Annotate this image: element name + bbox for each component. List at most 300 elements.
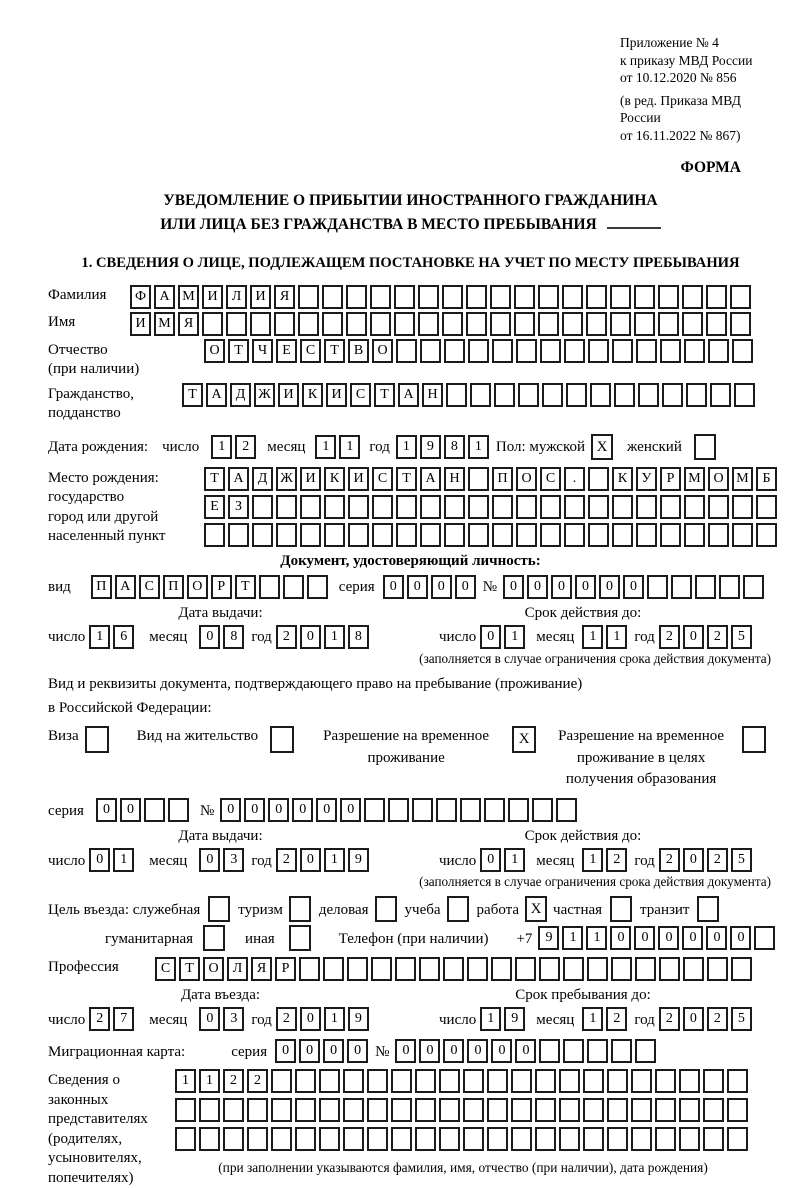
form-cell[interactable] [319,1127,340,1151]
form-cell[interactable]: Р [660,467,681,491]
form-cell[interactable] [638,383,659,407]
form-cell[interactable] [636,339,657,363]
form-cell[interactable] [420,495,441,519]
form-cell[interactable] [710,383,731,407]
form-cell[interactable] [391,1098,412,1122]
checkbox-transit[interactable] [697,896,719,922]
form-cell[interactable] [487,1098,508,1122]
form-cell[interactable]: 0 [347,1039,368,1063]
form-cell[interactable] [706,312,727,336]
form-cell[interactable] [535,1127,556,1151]
form-cell[interactable] [470,383,491,407]
form-cell[interactable] [743,575,764,599]
form-cell[interactable] [367,1069,388,1093]
form-cell[interactable] [276,523,297,547]
form-cell[interactable]: К [324,467,345,491]
form-cell[interactable]: 0 [199,625,220,649]
form-cell[interactable]: А [228,467,249,491]
form-cell[interactable]: 0 [419,1039,440,1063]
form-cell[interactable]: Н [444,467,465,491]
form-cell[interactable] [540,495,561,519]
form-cell[interactable]: 0 [120,798,141,822]
form-cell[interactable]: 0 [220,798,241,822]
form-cell[interactable] [372,495,393,519]
form-cell[interactable] [703,1098,724,1122]
form-cell[interactable]: 1 [315,435,336,459]
form-cell[interactable] [636,495,657,519]
form-cell[interactable] [514,312,535,336]
form-cell[interactable] [295,1098,316,1122]
form-cell[interactable]: А [115,575,136,599]
form-cell[interactable] [658,312,679,336]
form-cell[interactable]: 1 [89,625,110,649]
form-cell[interactable] [660,339,681,363]
form-cell[interactable]: 1 [324,1007,345,1031]
form-cell[interactable]: 0 [299,1039,320,1063]
checkbox-humanitarian[interactable] [203,925,225,951]
form-cell[interactable]: 0 [683,625,704,649]
form-cell[interactable]: А [398,383,419,407]
form-cell[interactable]: 2 [707,1007,728,1031]
form-cell[interactable]: Д [252,467,273,491]
checkbox-private[interactable] [610,896,632,922]
form-cell[interactable]: 0 [491,1039,512,1063]
form-cell[interactable]: М [732,467,753,491]
form-cell[interactable] [586,285,607,309]
form-cell[interactable] [391,1127,412,1151]
form-cell[interactable]: С [155,957,176,981]
form-cell[interactable] [252,495,273,519]
form-cell[interactable] [683,957,704,981]
form-cell[interactable] [204,523,225,547]
form-cell[interactable]: Б [756,467,777,491]
form-cell[interactable] [348,523,369,547]
form-cell[interactable] [682,312,703,336]
form-cell[interactable]: 0 [383,575,404,599]
form-cell[interactable]: 1 [606,625,627,649]
form-cell[interactable] [396,523,417,547]
form-cell[interactable] [612,495,633,519]
form-cell[interactable]: Т [235,575,256,599]
form-cell[interactable] [586,312,607,336]
form-cell[interactable]: О [204,339,225,363]
form-cell[interactable]: Т [228,339,249,363]
form-cell[interactable] [587,957,608,981]
form-cell[interactable]: 0 [407,575,428,599]
form-cell[interactable] [732,495,753,519]
form-cell[interactable]: А [206,383,227,407]
form-cell[interactable] [610,285,631,309]
form-cell[interactable] [446,383,467,407]
form-cell[interactable] [679,1127,700,1151]
form-cell[interactable]: 2 [276,1007,297,1031]
form-cell[interactable] [372,523,393,547]
form-cell[interactable]: И [130,312,151,336]
form-cell[interactable] [727,1127,748,1151]
form-cell[interactable]: 0 [658,926,679,950]
form-cell[interactable]: 0 [683,1007,704,1031]
form-cell[interactable] [418,285,439,309]
form-cell[interactable] [658,285,679,309]
form-cell[interactable]: З [228,495,249,519]
form-cell[interactable] [732,339,753,363]
form-cell[interactable]: 5 [731,1007,752,1031]
form-cell[interactable]: 1 [396,435,417,459]
form-cell[interactable] [559,1127,580,1151]
form-cell[interactable] [662,383,683,407]
form-cell[interactable] [348,495,369,519]
form-cell[interactable] [708,523,729,547]
form-cell[interactable] [346,312,367,336]
form-cell[interactable] [247,1098,268,1122]
form-cell[interactable]: 0 [551,575,572,599]
form-cell[interactable] [442,312,463,336]
form-cell[interactable]: 0 [706,926,727,950]
form-cell[interactable]: 1 [113,848,134,872]
form-cell[interactable] [395,957,416,981]
form-cell[interactable]: 0 [268,798,289,822]
form-cell[interactable]: 1 [324,848,345,872]
form-cell[interactable] [612,339,633,363]
form-cell[interactable]: 0 [199,848,220,872]
form-cell[interactable]: О [187,575,208,599]
form-cell[interactable]: 1 [582,625,603,649]
form-cell[interactable]: 9 [504,1007,525,1031]
form-cell[interactable] [635,1039,656,1063]
form-cell[interactable]: 6 [113,625,134,649]
form-cell[interactable]: И [202,285,223,309]
form-cell[interactable]: 0 [395,1039,416,1063]
form-cell[interactable]: Т [204,467,225,491]
form-cell[interactable] [703,1069,724,1093]
form-cell[interactable]: 1 [339,435,360,459]
form-cell[interactable] [298,285,319,309]
form-cell[interactable]: 8 [444,435,465,459]
form-cell[interactable] [463,1127,484,1151]
form-cell[interactable] [466,285,487,309]
form-cell[interactable] [562,285,583,309]
form-cell[interactable] [684,339,705,363]
form-cell[interactable] [588,339,609,363]
form-cell[interactable]: 0 [443,1039,464,1063]
form-cell[interactable]: 1 [504,625,525,649]
form-cell[interactable]: 2 [659,848,680,872]
form-cell[interactable] [175,1098,196,1122]
form-cell[interactable] [370,312,391,336]
form-cell[interactable]: Т [324,339,345,363]
form-cell[interactable] [679,1069,700,1093]
form-cell[interactable] [418,312,439,336]
form-cell[interactable]: П [492,467,513,491]
form-cell[interactable]: С [540,467,561,491]
form-cell[interactable] [588,495,609,519]
form-cell[interactable]: Т [179,957,200,981]
form-cell[interactable] [707,957,728,981]
form-cell[interactable]: 9 [348,848,369,872]
form-cell[interactable]: Я [274,285,295,309]
form-cell[interactable]: 0 [96,798,117,822]
form-cell[interactable] [415,1069,436,1093]
form-cell[interactable]: 2 [659,625,680,649]
form-cell[interactable]: 0 [527,575,548,599]
form-cell[interactable] [542,383,563,407]
form-cell[interactable] [420,339,441,363]
form-cell[interactable] [535,1069,556,1093]
checkbox-other[interactable] [289,925,311,951]
form-cell[interactable]: У [636,467,657,491]
form-cell[interactable] [343,1098,364,1122]
form-cell[interactable]: С [139,575,160,599]
form-cell[interactable] [444,523,465,547]
form-cell[interactable]: 0 [455,575,476,599]
form-cell[interactable] [660,523,681,547]
form-cell[interactable] [388,798,409,822]
form-cell[interactable] [226,312,247,336]
form-cell[interactable] [490,312,511,336]
form-cell[interactable] [324,495,345,519]
form-cell[interactable] [635,957,656,981]
form-cell[interactable]: 1 [468,435,489,459]
form-cell[interactable]: Я [251,957,272,981]
form-cell[interactable] [415,1098,436,1122]
form-cell[interactable] [703,1127,724,1151]
form-cell[interactable]: А [154,285,175,309]
form-cell[interactable] [511,1127,532,1151]
form-cell[interactable] [295,1127,316,1151]
form-cell[interactable]: 1 [175,1069,196,1093]
form-cell[interactable]: 9 [348,1007,369,1031]
form-cell[interactable] [538,312,559,336]
form-cell[interactable] [539,1039,560,1063]
form-cell[interactable]: Н [422,383,443,407]
form-cell[interactable]: 1 [582,848,603,872]
form-cell[interactable] [730,312,751,336]
form-cell[interactable] [468,495,489,519]
form-cell[interactable] [564,523,585,547]
form-cell[interactable]: Т [396,467,417,491]
form-cell[interactable] [754,926,775,950]
form-cell[interactable]: И [250,285,271,309]
form-cell[interactable]: 0 [599,575,620,599]
form-cell[interactable] [252,523,273,547]
form-cell[interactable] [607,1127,628,1151]
form-cell[interactable] [634,312,655,336]
form-cell[interactable]: 7 [113,1007,134,1031]
form-cell[interactable]: Р [275,957,296,981]
form-cell[interactable] [614,383,635,407]
form-cell[interactable] [228,523,249,547]
form-cell[interactable]: К [302,383,323,407]
form-cell[interactable] [412,798,433,822]
form-cell[interactable] [590,383,611,407]
form-cell[interactable] [347,957,368,981]
form-cell[interactable]: 2 [606,848,627,872]
form-cell[interactable] [439,1098,460,1122]
form-cell[interactable] [202,312,223,336]
form-cell[interactable] [468,467,489,491]
form-cell[interactable] [583,1098,604,1122]
form-cell[interactable] [144,798,165,822]
form-cell[interactable] [516,523,537,547]
form-cell[interactable] [442,285,463,309]
form-cell[interactable] [540,523,561,547]
form-cell[interactable] [684,495,705,519]
form-cell[interactable] [631,1069,652,1093]
form-cell[interactable] [583,1069,604,1093]
form-cell[interactable]: И [348,467,369,491]
form-cell[interactable] [518,383,539,407]
form-cell[interactable] [391,1069,412,1093]
form-cell[interactable] [636,523,657,547]
form-cell[interactable]: 0 [623,575,644,599]
form-cell[interactable] [535,1098,556,1122]
form-cell[interactable]: И [278,383,299,407]
form-cell[interactable]: 0 [300,1007,321,1031]
form-cell[interactable] [731,957,752,981]
form-cell[interactable] [370,285,391,309]
form-cell[interactable] [708,339,729,363]
form-cell[interactable]: 1 [480,1007,501,1031]
form-cell[interactable]: 0 [300,625,321,649]
form-cell[interactable] [647,575,668,599]
form-cell[interactable]: Ф [130,285,151,309]
form-cell[interactable] [679,1098,700,1122]
form-cell[interactable]: 0 [503,575,524,599]
form-cell[interactable]: Ж [276,467,297,491]
form-cell[interactable] [727,1069,748,1093]
form-cell[interactable] [460,798,481,822]
form-cell[interactable] [732,523,753,547]
form-cell[interactable] [655,1127,676,1151]
form-cell[interactable]: М [684,467,705,491]
form-cell[interactable]: О [516,467,537,491]
form-cell[interactable]: 5 [731,625,752,649]
form-cell[interactable]: 0 [682,926,703,950]
form-cell[interactable]: 9 [538,926,559,950]
form-cell[interactable] [611,957,632,981]
form-cell[interactable]: Д [230,383,251,407]
form-cell[interactable] [587,1039,608,1063]
form-cell[interactable] [610,312,631,336]
form-cell[interactable] [295,1069,316,1093]
checkbox-business[interactable] [375,896,397,922]
form-cell[interactable] [634,285,655,309]
form-cell[interactable] [250,312,271,336]
form-cell[interactable]: 1 [586,926,607,950]
form-cell[interactable]: С [300,339,321,363]
form-cell[interactable]: . [564,467,585,491]
form-cell[interactable]: 0 [89,848,110,872]
form-cell[interactable] [343,1127,364,1151]
form-cell[interactable] [175,1127,196,1151]
form-cell[interactable]: 2 [606,1007,627,1031]
form-cell[interactable]: 0 [292,798,313,822]
form-cell[interactable] [168,798,189,822]
form-cell[interactable] [682,285,703,309]
form-cell[interactable]: Е [204,495,225,519]
form-cell[interactable]: 0 [515,1039,536,1063]
form-cell[interactable] [274,312,295,336]
form-cell[interactable]: Л [227,957,248,981]
form-cell[interactable] [444,339,465,363]
form-cell[interactable]: П [163,575,184,599]
form-cell[interactable] [323,957,344,981]
form-cell[interactable] [343,1069,364,1093]
form-cell[interactable] [199,1127,220,1151]
form-cell[interactable] [443,957,464,981]
checkbox-temp-residence-permit-education[interactable] [742,726,766,753]
form-cell[interactable] [298,312,319,336]
form-cell[interactable] [515,957,536,981]
form-cell[interactable] [468,523,489,547]
form-cell[interactable] [444,495,465,519]
form-cell[interactable]: Е [276,339,297,363]
form-cell[interactable] [271,1098,292,1122]
form-cell[interactable] [319,1069,340,1093]
form-cell[interactable] [463,1069,484,1093]
form-cell[interactable] [300,495,321,519]
form-cell[interactable] [566,383,587,407]
form-cell[interactable] [259,575,280,599]
form-cell[interactable]: 0 [634,926,655,950]
form-cell[interactable] [730,285,751,309]
form-cell[interactable] [511,1069,532,1093]
checkbox-temp-residence-permit[interactable]: X [512,726,536,753]
form-cell[interactable]: П [91,575,112,599]
form-cell[interactable] [492,495,513,519]
form-cell[interactable]: 3 [223,848,244,872]
form-cell[interactable]: 9 [420,435,441,459]
form-cell[interactable] [439,1127,460,1151]
form-cell[interactable]: 2 [89,1007,110,1031]
form-cell[interactable] [468,339,489,363]
form-cell[interactable]: 0 [323,1039,344,1063]
form-cell[interactable]: О [203,957,224,981]
form-cell[interactable]: О [708,467,729,491]
form-cell[interactable]: Р [211,575,232,599]
form-cell[interactable] [487,1069,508,1093]
checkbox-study[interactable] [447,896,469,922]
form-cell[interactable] [487,1127,508,1151]
form-cell[interactable] [394,312,415,336]
form-cell[interactable]: 5 [731,848,752,872]
form-cell[interactable] [494,383,515,407]
form-cell[interactable] [346,285,367,309]
form-cell[interactable] [684,523,705,547]
form-cell[interactable] [419,957,440,981]
form-cell[interactable]: И [300,467,321,491]
form-cell[interactable]: 1 [211,435,232,459]
form-cell[interactable]: 2 [707,848,728,872]
form-cell[interactable] [492,523,513,547]
form-cell[interactable] [540,339,561,363]
form-cell[interactable]: 8 [348,625,369,649]
form-cell[interactable]: 0 [467,1039,488,1063]
form-cell[interactable] [223,1127,244,1151]
form-cell[interactable]: Ж [254,383,275,407]
form-cell[interactable] [734,383,755,407]
form-cell[interactable] [756,523,777,547]
form-cell[interactable]: И [326,383,347,407]
form-cell[interactable] [394,285,415,309]
form-cell[interactable]: В [348,339,369,363]
form-cell[interactable] [467,957,488,981]
form-cell[interactable]: К [612,467,633,491]
form-cell[interactable]: 2 [235,435,256,459]
form-cell[interactable] [564,339,585,363]
form-cell[interactable]: 0 [610,926,631,950]
form-cell[interactable]: Л [226,285,247,309]
